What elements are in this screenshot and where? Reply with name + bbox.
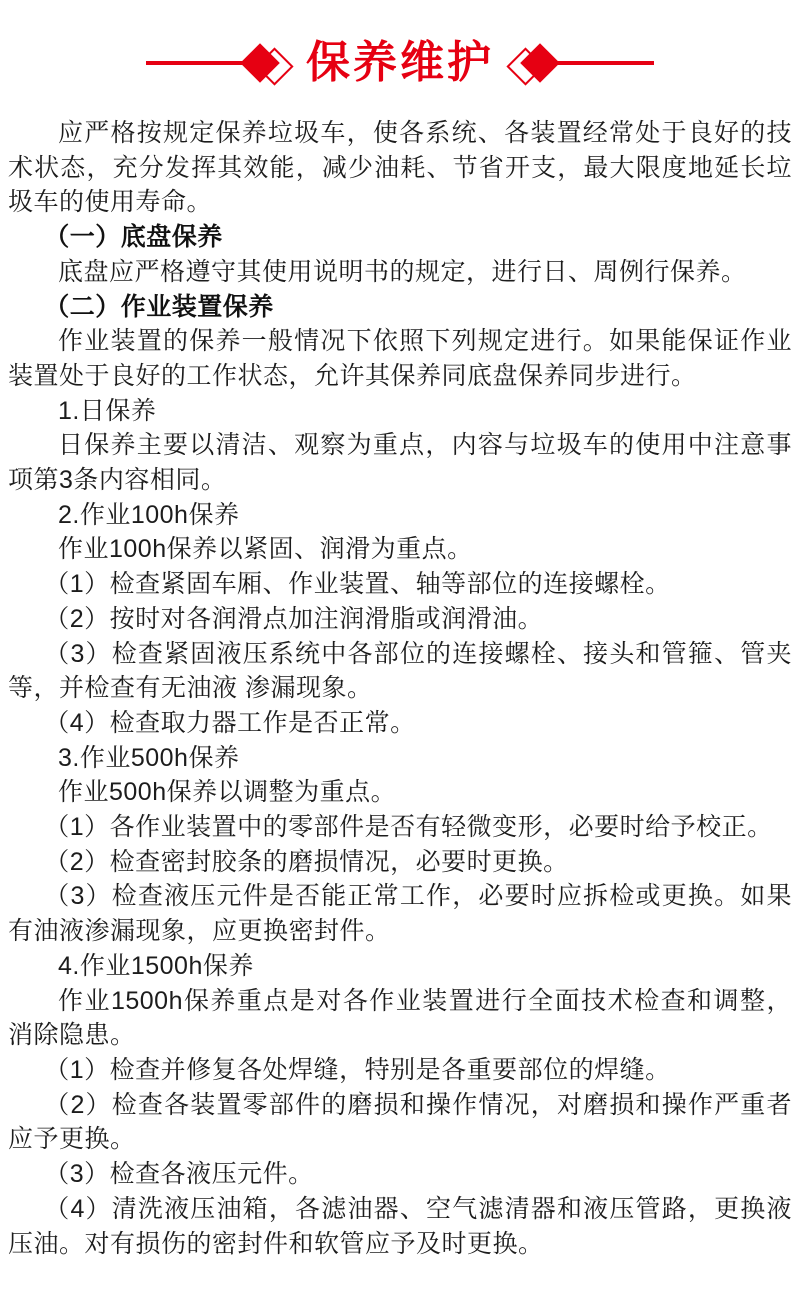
paragraph: （3）检查紧固液压系统中各部位的连接螺栓、接头和管箍、管夹等，并检查有无油液 渗漏现象。 bbox=[8, 639, 792, 703]
paragraph: 2.作业100h保养 bbox=[58, 500, 240, 529]
section-heading: （二）作业装置保养 bbox=[44, 292, 274, 321]
page-title: 保养维护 bbox=[306, 38, 494, 87]
paragraph: （3）检查液压元件是否能正常工作，必要时应拆检或更换。如果有油液渗漏现象，应更换密封件。 bbox=[8, 882, 792, 946]
paragraph: 应严格按规定保养垃圾车，使各系统、各装置经常处于良好的技术状态，充分发挥其效能，减少油耗、节省开支，最大限度地延长垃圾车的使用寿命。 bbox=[8, 119, 792, 217]
header-decoration-right bbox=[512, 46, 654, 80]
paragraph: （2）检查各装置零部件的磨损和操作情况，对磨损和操作严重者应予更换。 bbox=[8, 1090, 792, 1154]
horizontal-rule-right bbox=[554, 61, 654, 65]
header-decoration-left bbox=[146, 46, 288, 80]
horizontal-rule-left bbox=[146, 61, 246, 65]
paragraph: 1.日保养 bbox=[58, 396, 157, 425]
paragraph: 底盘应严格遵守其使用说明书的规定，进行日、周例行保养。 bbox=[58, 257, 747, 286]
paragraph: （4）检查取力器工作是否正常。 bbox=[44, 708, 416, 737]
document-page bbox=[0, 32, 800, 1300]
paragraph: （1）检查紧固车厢、作业装置、轴等部位的连接螺栓。 bbox=[44, 570, 671, 599]
paragraph: （3）检查各液压元件。 bbox=[44, 1160, 314, 1189]
paragraph: （2）检查密封胶条的磨损情况，必要时更换。 bbox=[44, 847, 569, 876]
paragraph: 作业500h保养以调整为重点。 bbox=[58, 778, 397, 807]
paragraph: （1）检查并修复各处焊缝，特别是各重要部位的焊缝。 bbox=[44, 1055, 671, 1084]
paragraph: 作业100h保养以紧固、润滑为重点。 bbox=[58, 535, 473, 564]
paragraph: 4.作业1500h保养 bbox=[58, 951, 254, 980]
paragraph: 作业1500h保养重点是对各作业装置进行全面技术检查和调整，消除隐患。 bbox=[8, 986, 792, 1050]
paragraph: 3.作业500h保养 bbox=[58, 743, 240, 772]
paragraph: （1）各作业装置中的零部件是否有轻微变形，必要时给予校正。 bbox=[44, 813, 773, 842]
paragraph: （2）按时对各润滑点加注润滑脂或润滑油。 bbox=[44, 604, 544, 633]
paragraph: （4）清洗液压油箱，各滤油器、空气滤清器和液压管路，更换液压油。对有损伤的密封件和软管应予及时更换。 bbox=[8, 1194, 792, 1258]
document-header bbox=[0, 32, 800, 94]
paragraph: 作业装置的保养一般情况下依照下列规定进行。如果能保证作业装置处于良好的工作状态，允许其保养同底盘保养同步进行。 bbox=[8, 327, 792, 390]
paragraph: 日保养主要以清洁、观察为重点，内容与垃圾车的使用中注意事项第3条内容相同。 bbox=[8, 431, 792, 495]
document-body bbox=[0, 116, 800, 1261]
section-heading: （一）底盘保养 bbox=[44, 223, 223, 252]
